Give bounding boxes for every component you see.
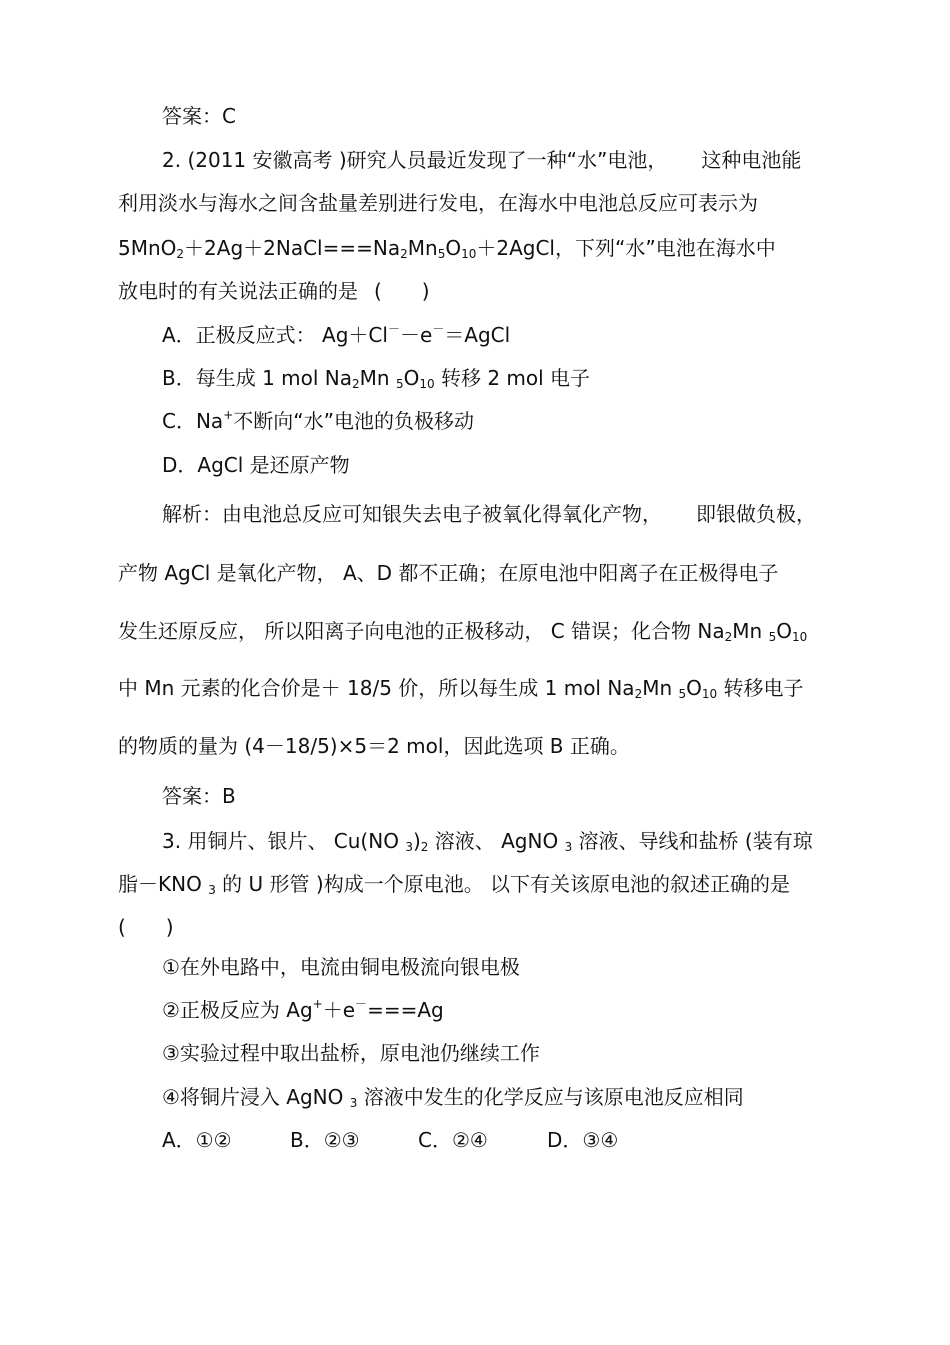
q2-option-c: C．Na+不断向“水”电池的负极移动 — [162, 408, 474, 433]
q2-option-a: A．正极反应式： Ag＋Cl－－e－＝AgCl — [162, 322, 511, 347]
q3-option-d: D．③④ — [547, 1128, 619, 1152]
q2-explanation-line-4: 中 Mn 元素的化合价是＋ 18/5 价，所以每生成 1 mol $Na_2Mn$ $_5O_{10}$ 转移电子 — [118, 676, 804, 701]
answer-blank: ( ) — [374, 279, 430, 303]
q2-option-d: D．AgCl 是还原产物 — [162, 453, 350, 477]
answer-blank: ( ) — [118, 915, 174, 939]
q2-stem-line-4: 放电时的有关说法正确的是 ( ) — [118, 279, 430, 303]
q3-option-a: A．①② — [162, 1128, 232, 1152]
q2-stem-line-2: 利用淡水与海水之间含盐量差别进行发电，在海水中电池总反应可表示为 — [118, 191, 758, 215]
answer-value: B — [222, 784, 236, 808]
q3-statement-4: ④将铜片浸入 AgNO $_3$ 溶液中发生的化学反应与该原电池反应相同 — [162, 1085, 744, 1110]
q3-stem-line-1: 3. 用铜片、银片、 Cu(NO $_3)_2$ 溶液、 AgNO $_3$ 溶液、导线和盐桥 (装有琼 — [162, 829, 813, 854]
q3-statement-3: ③实验过程中取出盐桥，原电池仍继续工作 — [162, 1041, 540, 1065]
q3-statement-1: ①在外电路中，电流由铜电极流向银电极 — [162, 955, 520, 979]
answer-label: 答案： — [162, 104, 222, 128]
q3-option-c: C．②④ — [418, 1128, 488, 1152]
q2-option-b: B．每生成 1 mol $Na_2Mn$ $_5O_{10}$ 转移 2 mol 电子 — [162, 366, 591, 391]
answer-label: 答案： — [162, 784, 222, 808]
q2-reaction-equation: $5MnO_2+2Ag+2NaCl===Na_2Mn_5O_{10}+2AgCl$，下列“水”电池在海水中 — [118, 236, 776, 261]
q2-stem-line-1 — [162, 148, 801, 172]
q1-answer — [162, 104, 236, 128]
q3-statement-2: ②正极反应为 Ag+＋e－===Ag — [162, 997, 444, 1022]
q2-explanation-line-2: 产物 AgCl 是氧化产物， A、D 都不正确；在原电池中阳离子在正极得电子 — [118, 561, 779, 585]
q2-explanation-line-3: 发生还原反应， 所以阳离子向电池的正极移动， C 错误；化合物 $Na_2Mn$ $_5O_{10}$ — [118, 619, 808, 644]
q2-stem-text: 2. (2011 安徽高考 )研究人员最近发现了一种“水”电池， — [162, 148, 668, 172]
q3-option-b: B．②③ — [290, 1128, 360, 1152]
answer-value: C — [222, 104, 236, 128]
q2-answer — [162, 784, 236, 808]
q2-explanation-line-1: 解析：由电池总反应可知银失去电子被氧化得氧化产物， 即银做负极， — [162, 502, 816, 526]
q2-stem-text: 这种电池能 — [701, 148, 802, 172]
q3-stem-line-2: 脂－KNO $_3$ 的 U 形管 )构成一个原电池。 以下有关该原电池的叙述正确的是 — [118, 872, 791, 897]
q2-explanation-line-5: 的物质的量为 (4－18/5)×5＝2 mol，因此选项 B 正确。 — [118, 734, 630, 758]
